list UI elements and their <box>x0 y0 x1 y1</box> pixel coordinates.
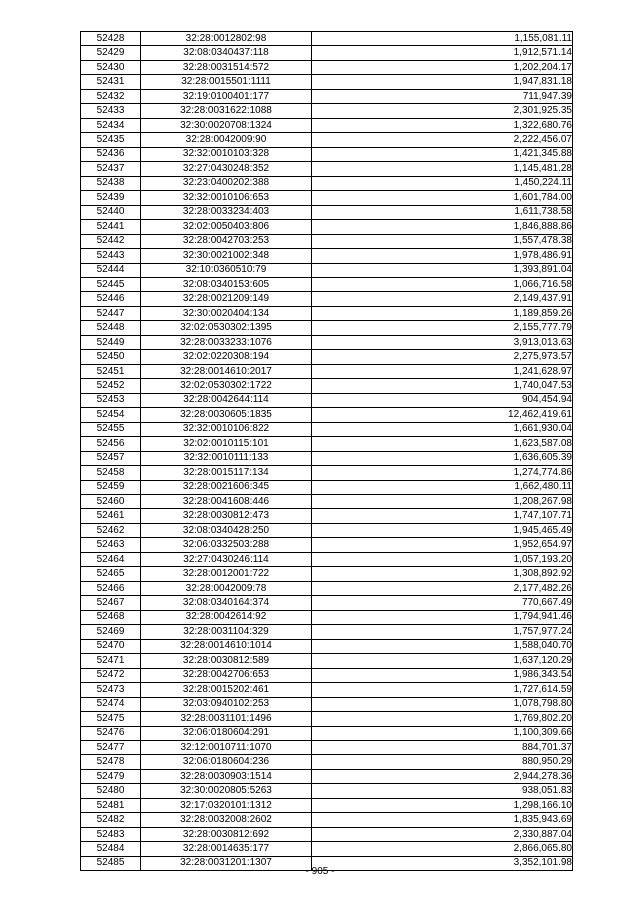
table-row <box>81 60 573 74</box>
page-number: - 905 - <box>305 866 335 877</box>
cadastral-number-cell: 32:28:0030812:589 <box>141 654 312 668</box>
cadastral-number-cell: 32:27:0430248:352 <box>141 162 312 176</box>
record-number-cell: 52480 <box>81 784 141 798</box>
table-row <box>81 422 573 436</box>
table-row <box>81 755 573 769</box>
table-row <box>81 625 573 639</box>
record-number-cell: 52452 <box>81 379 141 393</box>
record-number-cell: 52433 <box>81 104 141 118</box>
cadastral-number-cell: 32:28:0021209:149 <box>141 292 312 306</box>
value-cell: 1,611,738.58 <box>312 205 573 219</box>
table-row <box>81 118 573 132</box>
record-number-cell: 52461 <box>81 509 141 523</box>
value-cell: 2,866,065.80 <box>312 842 573 856</box>
table-row <box>81 668 573 682</box>
record-number-cell: 52485 <box>81 856 141 870</box>
record-number-cell: 52439 <box>81 191 141 205</box>
record-number-cell: 52448 <box>81 321 141 335</box>
cadastral-number-cell: 32:27:0430246:114 <box>141 552 312 566</box>
record-number-cell: 52438 <box>81 176 141 190</box>
table-row <box>81 683 573 697</box>
table-row <box>81 827 573 841</box>
record-number-cell: 52434 <box>81 118 141 132</box>
value-cell: 1,308,892.92 <box>312 567 573 581</box>
value-cell: 2,944,278.36 <box>312 769 573 783</box>
record-number-cell: 52473 <box>81 683 141 697</box>
record-number-cell: 52476 <box>81 726 141 740</box>
cadastral-number-cell: 32:28:0031622:1088 <box>141 104 312 118</box>
value-cell: 1,835,943.69 <box>312 813 573 827</box>
cadastral-number-cell: 32:28:0014610:1014 <box>141 639 312 653</box>
value-cell: 1,912,571.14 <box>312 46 573 60</box>
cadastral-number-cell: 32:03:0940102:253 <box>141 697 312 711</box>
value-cell: 3,352,101.98 <box>312 856 573 870</box>
cadastral-number-cell: 32:28:0030812:473 <box>141 509 312 523</box>
value-cell: 3,913,013.63 <box>312 335 573 349</box>
cadastral-number-cell: 32:28:0033233:1076 <box>141 335 312 349</box>
record-number-cell: 52475 <box>81 712 141 726</box>
value-cell: 1,588,040.70 <box>312 639 573 653</box>
table-row <box>81 75 573 89</box>
table-row <box>81 784 573 798</box>
value-cell: 1,740,047.53 <box>312 379 573 393</box>
value-cell: 1,846,888.86 <box>312 220 573 234</box>
table-row <box>81 437 573 451</box>
value-cell: 12,462,419.61 <box>312 408 573 422</box>
table-row <box>81 466 573 480</box>
record-number-cell: 52442 <box>81 234 141 248</box>
value-cell: 1,057,193.20 <box>312 552 573 566</box>
cadastral-number-cell: 32:28:0042614:92 <box>141 610 312 624</box>
value-cell: 1,189,859.26 <box>312 306 573 320</box>
value-cell: 2,301,925.35 <box>312 104 573 118</box>
record-number-cell: 52457 <box>81 451 141 465</box>
record-number-cell: 52465 <box>81 567 141 581</box>
value-cell: 1,945,465.49 <box>312 523 573 537</box>
value-cell: 1,661,930.04 <box>312 422 573 436</box>
cadastral-number-cell: 32:08:0340428:250 <box>141 523 312 537</box>
cadastral-number-cell: 32:23:0400202:388 <box>141 176 312 190</box>
value-cell: 2,275,973.57 <box>312 350 573 364</box>
table-row <box>81 639 573 653</box>
table-row <box>81 147 573 161</box>
cadastral-number-cell: 32:17:0320101:1312 <box>141 798 312 812</box>
cadastral-number-cell: 32:30:0020708:1324 <box>141 118 312 132</box>
value-cell: 1,986,343.54 <box>312 668 573 682</box>
value-cell: 2,149,437.91 <box>312 292 573 306</box>
value-cell: 1,145,481.28 <box>312 162 573 176</box>
record-number-cell: 52464 <box>81 552 141 566</box>
record-number-cell: 52444 <box>81 263 141 277</box>
records-table <box>80 31 573 871</box>
record-number-cell: 52466 <box>81 581 141 595</box>
record-number-cell: 52469 <box>81 625 141 639</box>
value-cell: 711,947.39 <box>312 89 573 103</box>
table-row <box>81 191 573 205</box>
cadastral-number-cell: 32:06:0180604:236 <box>141 755 312 769</box>
table-row <box>81 552 573 566</box>
table-row <box>81 509 573 523</box>
value-cell: 1,662,480.11 <box>312 480 573 494</box>
value-cell: 1,202,204.17 <box>312 60 573 74</box>
record-number-cell: 52474 <box>81 697 141 711</box>
table-row <box>81 364 573 378</box>
record-number-cell: 52430 <box>81 60 141 74</box>
cadastral-number-cell: 32:28:0030812:692 <box>141 827 312 841</box>
table-row <box>81 581 573 595</box>
record-number-cell: 52478 <box>81 755 141 769</box>
cadastral-number-cell: 32:02:0220308:194 <box>141 350 312 364</box>
record-number-cell: 52462 <box>81 523 141 537</box>
value-cell: 1,978,486.91 <box>312 249 573 263</box>
record-number-cell: 52437 <box>81 162 141 176</box>
table-row <box>81 350 573 364</box>
value-cell: 1,078,798.80 <box>312 697 573 711</box>
cadastral-number-cell: 32:30:0020404:134 <box>141 306 312 320</box>
value-cell: 1,208,267.98 <box>312 495 573 509</box>
value-cell: 1,601,784.00 <box>312 191 573 205</box>
record-number-cell: 52484 <box>81 842 141 856</box>
value-cell: 904,454.94 <box>312 393 573 407</box>
record-number-cell: 52455 <box>81 422 141 436</box>
cadastral-number-cell: 32:08:0340164:374 <box>141 596 312 610</box>
cadastral-number-cell: 32:19:0100401:177 <box>141 89 312 103</box>
value-cell: 2,330,887.04 <box>312 827 573 841</box>
table-row <box>81 205 573 219</box>
record-number-cell: 52428 <box>81 32 141 46</box>
value-cell: 1,637,120.29 <box>312 654 573 668</box>
value-cell: 1,066,716.58 <box>312 277 573 291</box>
record-number-cell: 52443 <box>81 249 141 263</box>
cadastral-number-cell: 32:10:0360510:79 <box>141 263 312 277</box>
table-row <box>81 798 573 812</box>
record-number-cell: 52432 <box>81 89 141 103</box>
records-table-body <box>81 32 573 871</box>
value-cell: 1,623,587.08 <box>312 437 573 451</box>
value-cell: 1,100,309.66 <box>312 726 573 740</box>
table-row <box>81 277 573 291</box>
cadastral-number-cell: 32:28:0031101:1496 <box>141 712 312 726</box>
cadastral-number-cell: 32:28:0031514:572 <box>141 60 312 74</box>
table-row <box>81 176 573 190</box>
value-cell: 884,701.37 <box>312 740 573 754</box>
record-number-cell: 52481 <box>81 798 141 812</box>
value-cell: 1,393,891.04 <box>312 263 573 277</box>
table-row <box>81 89 573 103</box>
cadastral-number-cell: 32:28:0015202:461 <box>141 683 312 697</box>
cadastral-number-cell: 32:28:0031104:329 <box>141 625 312 639</box>
value-cell: 938,051.83 <box>312 784 573 798</box>
cadastral-number-cell: 32:02:0010115:101 <box>141 437 312 451</box>
table-row <box>81 813 573 827</box>
table-row <box>81 596 573 610</box>
cadastral-number-cell: 32:28:0014610:2017 <box>141 364 312 378</box>
cadastral-number-cell: 32:28:0030903:1514 <box>141 769 312 783</box>
value-cell: 1,421,345.88 <box>312 147 573 161</box>
table-row <box>81 654 573 668</box>
cadastral-number-cell: 32:12:0010711:1070 <box>141 740 312 754</box>
table-row <box>81 726 573 740</box>
record-number-cell: 52447 <box>81 306 141 320</box>
table-row <box>81 769 573 783</box>
record-number-cell: 52467 <box>81 596 141 610</box>
cadastral-number-cell: 32:28:0012001:722 <box>141 567 312 581</box>
record-number-cell: 52449 <box>81 335 141 349</box>
record-number-cell: 52453 <box>81 393 141 407</box>
cadastral-number-cell: 32:28:0042644:114 <box>141 393 312 407</box>
cadastral-number-cell: 32:28:0042703:253 <box>141 234 312 248</box>
table-row <box>81 480 573 494</box>
cadastral-number-cell: 32:28:0033234:403 <box>141 205 312 219</box>
table-row <box>81 306 573 320</box>
cadastral-number-cell: 32:32:0010106:822 <box>141 422 312 436</box>
table-row <box>81 538 573 552</box>
record-number-cell: 52436 <box>81 147 141 161</box>
cadastral-number-cell: 32:30:0020805:5263 <box>141 784 312 798</box>
cadastral-number-cell: 32:32:0010106:653 <box>141 191 312 205</box>
table-row <box>81 567 573 581</box>
cadastral-number-cell: 32:28:0015117:134 <box>141 466 312 480</box>
table-row <box>81 740 573 754</box>
record-number-cell: 52435 <box>81 133 141 147</box>
table-row <box>81 697 573 711</box>
table-row <box>81 46 573 60</box>
value-cell: 1,298,166.10 <box>312 798 573 812</box>
cadastral-number-cell: 32:28:0015501:1111 <box>141 75 312 89</box>
cadastral-number-cell: 32:08:0340437:118 <box>141 46 312 60</box>
record-number-cell: 52456 <box>81 437 141 451</box>
record-number-cell: 52458 <box>81 466 141 480</box>
record-number-cell: 52470 <box>81 639 141 653</box>
table-row <box>81 104 573 118</box>
value-cell: 1,947,831.18 <box>312 75 573 89</box>
value-cell: 1,241,628.97 <box>312 364 573 378</box>
table-row <box>81 451 573 465</box>
cadastral-number-cell: 32:28:0012802:98 <box>141 32 312 46</box>
record-number-cell: 52471 <box>81 654 141 668</box>
value-cell: 1,636,605.39 <box>312 451 573 465</box>
table-row <box>81 842 573 856</box>
cadastral-number-cell: 32:32:0010111:133 <box>141 451 312 465</box>
cadastral-number-cell: 32:06:0332503:288 <box>141 538 312 552</box>
table-row <box>81 495 573 509</box>
cadastral-number-cell: 32:06:0180604:291 <box>141 726 312 740</box>
cadastral-number-cell: 32:28:0032008:2602 <box>141 813 312 827</box>
value-cell: 2,177,482.26 <box>312 581 573 595</box>
record-number-cell: 52441 <box>81 220 141 234</box>
cadastral-number-cell: 32:28:0030605:1835 <box>141 408 312 422</box>
cadastral-number-cell: 32:28:0021606:345 <box>141 480 312 494</box>
table-row <box>81 408 573 422</box>
record-number-cell: 52431 <box>81 75 141 89</box>
cadastral-number-cell: 32:28:0014635:177 <box>141 842 312 856</box>
record-number-cell: 52459 <box>81 480 141 494</box>
table-row <box>81 610 573 624</box>
record-number-cell: 52451 <box>81 364 141 378</box>
table-row <box>81 523 573 537</box>
cadastral-number-cell: 32:32:0010103:328 <box>141 147 312 161</box>
record-number-cell: 52477 <box>81 740 141 754</box>
record-number-cell: 52472 <box>81 668 141 682</box>
record-number-cell: 52482 <box>81 813 141 827</box>
table-row <box>81 162 573 176</box>
value-cell: 880,950.29 <box>312 755 573 769</box>
value-cell: 1,274,774.86 <box>312 466 573 480</box>
cadastral-number-cell: 32:30:0021002:348 <box>141 249 312 263</box>
record-number-cell: 52429 <box>81 46 141 60</box>
table-row <box>81 393 573 407</box>
value-cell: 1,727,614.59 <box>312 683 573 697</box>
table-row <box>81 133 573 147</box>
record-number-cell: 52446 <box>81 292 141 306</box>
cadastral-number-cell: 32:08:0340153:605 <box>141 277 312 291</box>
value-cell: 1,557,478.38 <box>312 234 573 248</box>
cadastral-number-cell: 32:28:0041608:446 <box>141 495 312 509</box>
table-row <box>81 335 573 349</box>
cadastral-number-cell: 32:02:0530302:1395 <box>141 321 312 335</box>
value-cell: 1,450,224.11 <box>312 176 573 190</box>
value-cell: 1,747,107.71 <box>312 509 573 523</box>
table-row <box>81 263 573 277</box>
table-row <box>81 220 573 234</box>
value-cell: 1,322,680.76 <box>312 118 573 132</box>
record-number-cell: 52463 <box>81 538 141 552</box>
record-number-cell: 52450 <box>81 350 141 364</box>
record-number-cell: 52454 <box>81 408 141 422</box>
cadastral-number-cell: 32:28:0042009:90 <box>141 133 312 147</box>
value-cell: 1,155,081.11 <box>312 32 573 46</box>
value-cell: 1,769,802.20 <box>312 712 573 726</box>
cadastral-number-cell: 32:28:0031201:1307 <box>141 856 312 870</box>
table-row <box>81 234 573 248</box>
table-row <box>81 712 573 726</box>
record-number-cell: 52479 <box>81 769 141 783</box>
table-row <box>81 321 573 335</box>
record-number-cell: 52460 <box>81 495 141 509</box>
record-number-cell: 52483 <box>81 827 141 841</box>
table-row <box>81 32 573 46</box>
record-number-cell: 52440 <box>81 205 141 219</box>
table-row <box>81 249 573 263</box>
value-cell: 1,952,654.97 <box>312 538 573 552</box>
cadastral-number-cell: 32:28:0042009:78 <box>141 581 312 595</box>
table-row <box>81 292 573 306</box>
value-cell: 1,757,977.24 <box>312 625 573 639</box>
table-row <box>81 379 573 393</box>
cadastral-number-cell: 32:02:0050403:806 <box>141 220 312 234</box>
cadastral-number-cell: 32:28:0042706:653 <box>141 668 312 682</box>
value-cell: 770,667.49 <box>312 596 573 610</box>
value-cell: 2,155,777.79 <box>312 321 573 335</box>
value-cell: 2,222,456.07 <box>312 133 573 147</box>
record-number-cell: 52445 <box>81 277 141 291</box>
record-number-cell: 52468 <box>81 610 141 624</box>
cadastral-number-cell: 32:02:0530302:1722 <box>141 379 312 393</box>
value-cell: 1,794,941.46 <box>312 610 573 624</box>
